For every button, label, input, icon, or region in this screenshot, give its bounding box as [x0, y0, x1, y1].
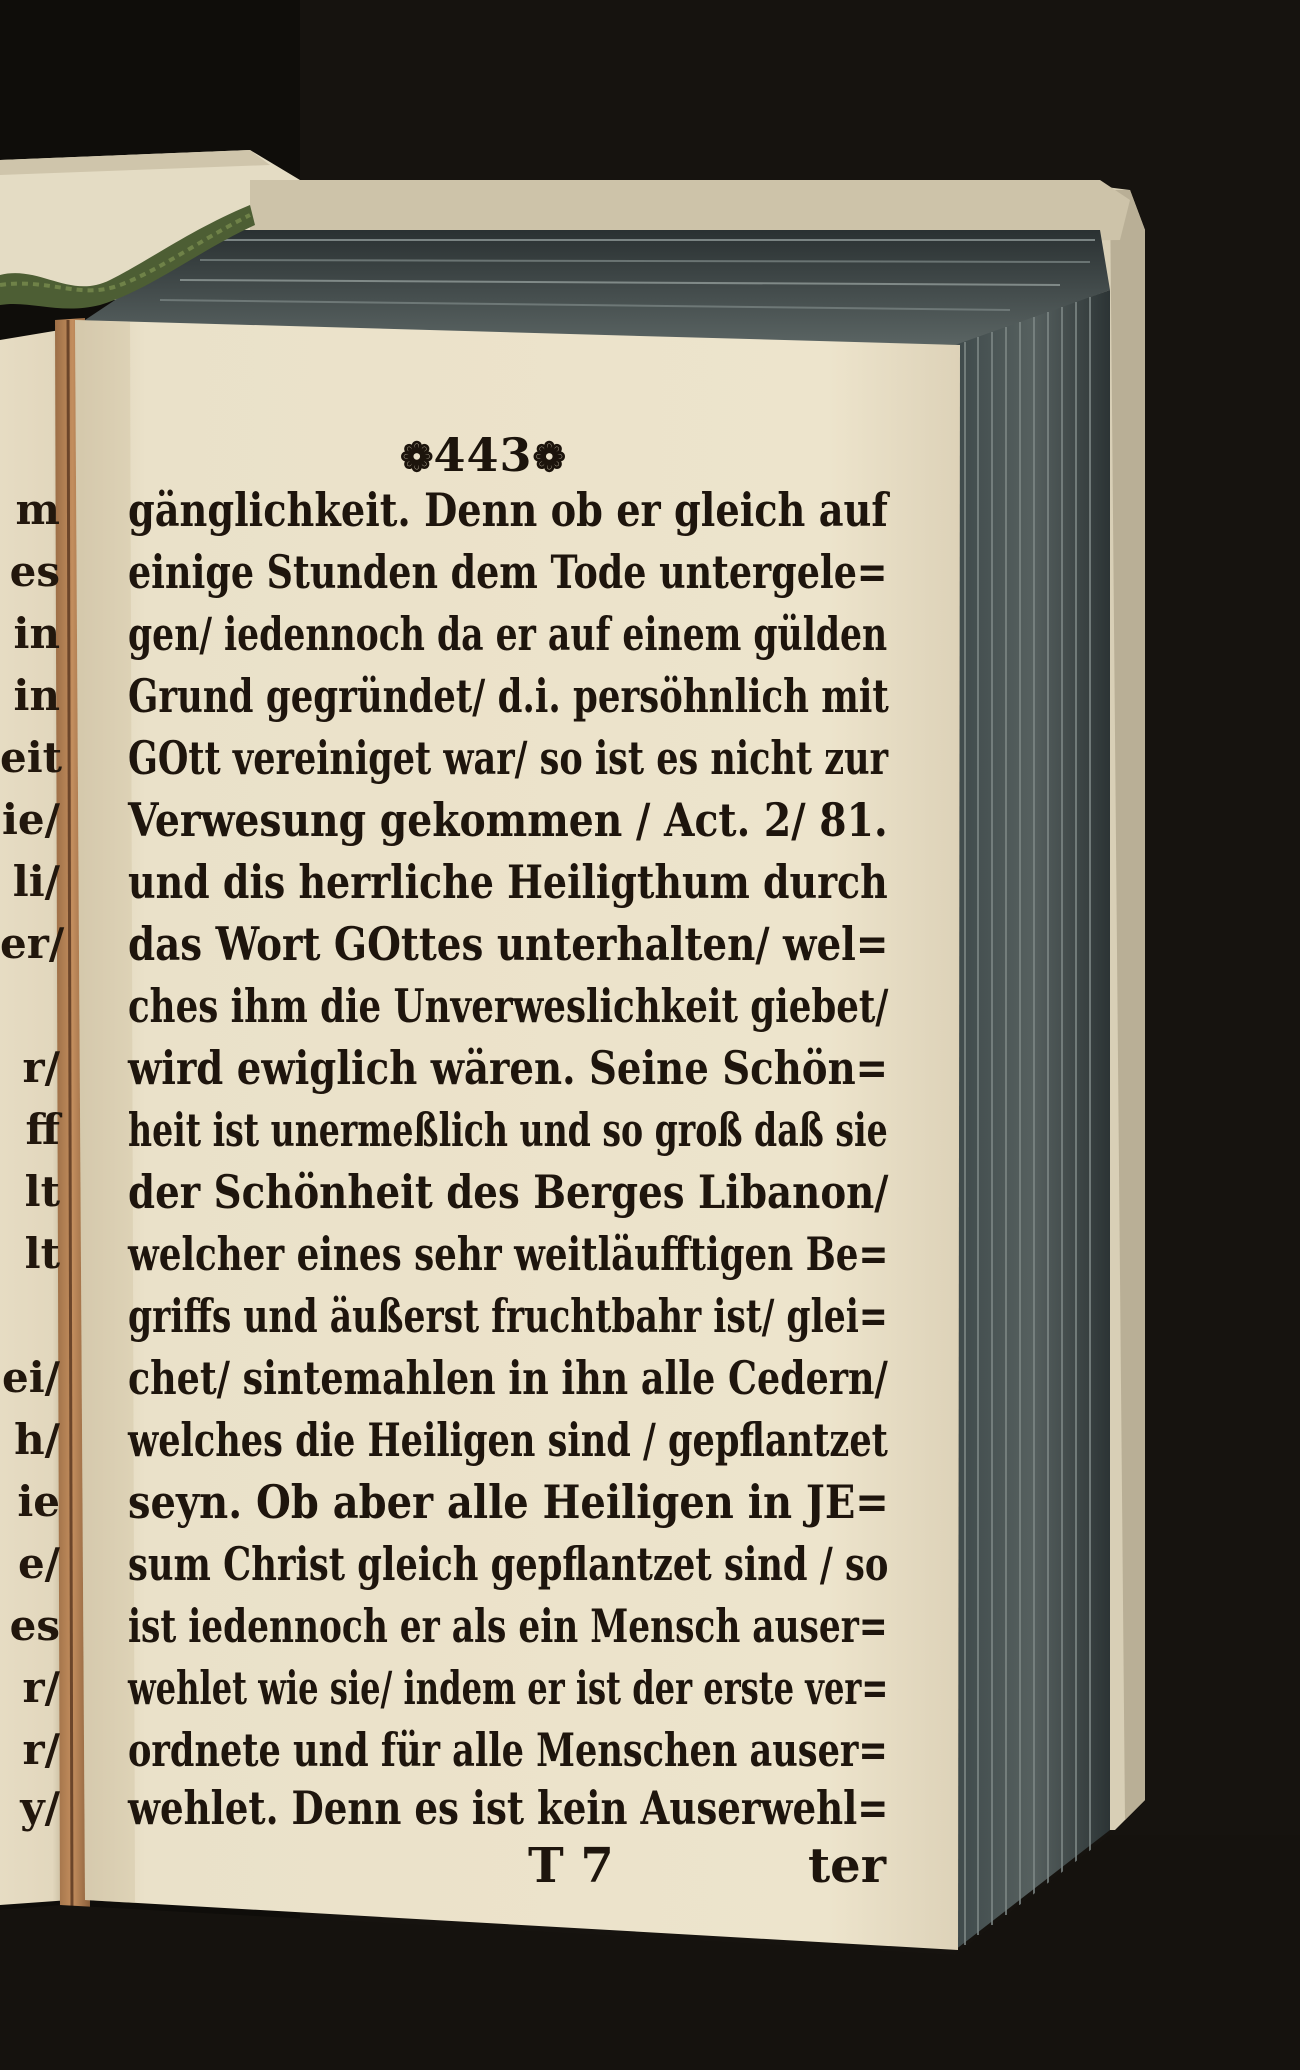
text-line: Verwesung gekommen / Act. 2/ 81.	[128, 793, 888, 847]
text-line: chet/ sintemahlen in ihn alle Cedern/	[128, 1351, 888, 1405]
facing-page-fragment: in	[13, 671, 60, 720]
facing-page-fragment: lt	[24, 1167, 60, 1216]
facing-page-fragment: es	[9, 1601, 60, 1650]
text-line: ist iedennoch er als ein Mensch auser=	[128, 1599, 888, 1653]
facing-page-fragment: h/	[14, 1415, 60, 1464]
text-line: einige Stunden dem Tode untergele=	[128, 545, 888, 599]
facing-page-fragment: r/	[22, 1043, 60, 1092]
facing-page-fragment: in	[13, 609, 60, 658]
facing-page-fragment: r/	[22, 1725, 60, 1774]
facing-page-fragment: m	[15, 485, 60, 534]
text-line: wehlet wie sie/ indem er ist der erste ver=	[128, 1661, 889, 1715]
text-line: ches ihm die Unverweslichkeit giebet/	[128, 979, 889, 1033]
text-line: GOtt vereiniget war/ so ist es nicht zur	[128, 731, 889, 785]
text-line: sum Christ gleich gepflantzet sind / so	[128, 1537, 889, 1591]
text-line: seyn. Ob aber alle Heiligen in JE=	[128, 1475, 889, 1529]
text-line: griffs und äußerst fruchtbahr ist/ glei=	[128, 1289, 888, 1343]
facing-page-fragment: li/	[12, 857, 60, 906]
facing-page-fragment: eit	[0, 733, 63, 782]
flower-ornament-icon: ❁	[532, 434, 567, 481]
facing-page-fragment: y/	[20, 1783, 60, 1832]
text-line: wird ewiglich wären. Seine Schön=	[128, 1041, 889, 1095]
text-line: und dis herrliche Heiligthum durch	[128, 855, 888, 909]
text-line: gänglichkeit. Denn ob er gleich auf	[128, 483, 888, 537]
facing-page-fragment: ie	[17, 1477, 60, 1526]
text-line: welches die Heiligen sind / gepflantzet	[128, 1413, 888, 1467]
text-line: wehlet. Denn es ist kein Auserwehl=	[128, 1781, 889, 1835]
text-line: der Schönheit des Berges Libanon/	[128, 1165, 889, 1219]
page-number: 443	[433, 428, 533, 482]
facing-page-fragment: ei/	[1, 1353, 60, 1402]
flower-ornament-icon: ❁	[400, 434, 434, 481]
signature-mark: T 7	[528, 1838, 614, 1894]
facing-page-fragment: er/	[0, 919, 65, 968]
facing-page-fragment: es	[9, 547, 60, 596]
facing-page-fragment: ff	[25, 1105, 60, 1154]
facing-page-fragment: e/	[17, 1539, 60, 1588]
text-line: Grund gegründet/ d.i. persöhnlich mit	[128, 669, 889, 723]
text-line: gen/ iedennoch da er auf einem gülden	[128, 607, 888, 661]
facing-page-fragment: r/	[22, 1663, 60, 1712]
text-line: ordnete und für alle Menschen auser=	[128, 1723, 888, 1777]
catchword: ter	[808, 1838, 886, 1894]
facing-page-fragment: ie/	[1, 795, 60, 844]
text-line: heit ist unermeßlich und so groß daß sie	[128, 1103, 888, 1157]
text-line: das Wort GOttes unterhalten/ wel=	[128, 917, 889, 971]
facing-page-fragment: lt	[24, 1229, 60, 1278]
text-line: welcher eines sehr weitläufftigen Be=	[128, 1227, 889, 1281]
